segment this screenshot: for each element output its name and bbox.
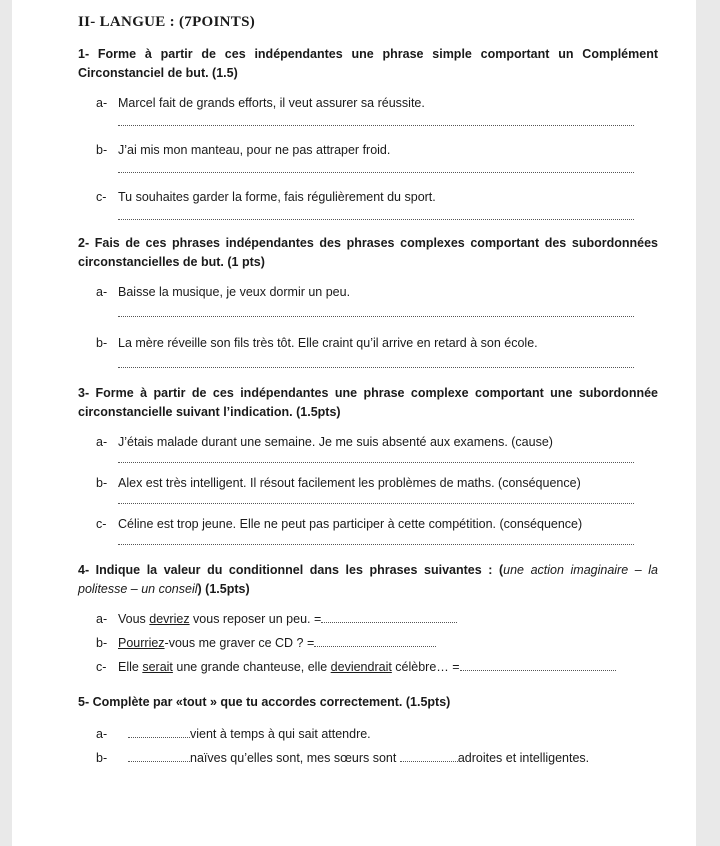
item-text: Céline est trop jeune. Elle ne peut pas participer à cette compétition. (conséquence) (118, 517, 583, 531)
exercise-content (78, 14, 658, 766)
conditional-verb: serait (142, 660, 173, 674)
item-label: a- (96, 96, 108, 110)
answer-line[interactable] (118, 462, 634, 463)
question-5: 5- Complète par «tout » que tu accordes correctement. (1.5pts) (78, 695, 451, 709)
answer-blank[interactable] (128, 727, 190, 738)
item-text-mid: une grande chanteuse, elle (172, 660, 331, 674)
q2-item-a (96, 284, 658, 300)
item-text-pre: Elle (118, 660, 143, 674)
item-text-2: adroites et intelligentes. (457, 751, 590, 765)
item-label: a- (96, 727, 108, 741)
section-title: II- LANGUE : (7POINTS) (78, 14, 256, 30)
answer-blank[interactable] (400, 751, 458, 762)
answer-line[interactable] (118, 219, 634, 220)
item-text-post: célèbre… = (391, 660, 460, 674)
q5-item-b (96, 750, 658, 766)
item-text: Marcel fait de grands efforts, il veut assurer sa réussite. (118, 96, 425, 110)
item-label: a- (96, 285, 108, 299)
answer-line[interactable] (118, 316, 634, 317)
item-text-post: -vous me graver ce CD ? = (164, 636, 315, 650)
item-label: b- (96, 636, 108, 650)
answer-blank[interactable] (460, 660, 616, 671)
q3-item-c (96, 516, 658, 532)
conditional-verb: deviendrait (330, 660, 392, 674)
worksheet-page (12, 0, 696, 846)
q1-item-c (96, 189, 658, 205)
item-text: La mère réveille son fils très tôt. Elle craint qu’il arrive en retard à son école. (118, 336, 538, 350)
item-text: vient à temps à qui sait attendre. (190, 727, 371, 741)
item-label: c- (96, 190, 107, 204)
q1-item-a (96, 95, 658, 111)
answer-blank[interactable] (314, 636, 436, 647)
q1-item-b (96, 142, 658, 158)
answer-line[interactable] (118, 503, 634, 504)
q3-item-b (96, 475, 658, 491)
item-label: b- (96, 751, 108, 765)
item-text-post: vous reposer un peu. = (189, 612, 322, 626)
item-text: J’étais malade durant une semaine. Je me suis absenté aux examens. (cause) (118, 435, 553, 449)
conditional-verb: devriez (149, 612, 190, 626)
question-3: 3- Forme à partir de ces indépendantes une phrase complexe comportant une subordonnée circonstancielle suivant l’indication. (1.5pts) (78, 386, 658, 419)
q4-item-c (96, 659, 658, 675)
answer-line[interactable] (118, 544, 634, 545)
item-text: Alex est très intelligent. Il résout facilement les problèmes de maths. (conséquence) (118, 476, 581, 490)
item-label: a- (96, 612, 108, 626)
item-label: c- (96, 660, 107, 674)
item-label: b- (96, 143, 108, 157)
question-2: 2- Fais de ces phrases indépendantes des phrases complexes comportant des subordonnées circonstancielles de but. (1 pts) (78, 236, 658, 269)
item-text-1: naïves qu’elles sont, mes sœurs sont (190, 751, 400, 765)
item-label: a- (96, 435, 108, 449)
answer-line[interactable] (118, 125, 634, 126)
answer-line[interactable] (118, 367, 634, 368)
answer-blank[interactable] (128, 751, 190, 762)
question-4-choices: une action imaginaire – la politesse – un conseil (78, 563, 658, 596)
item-label: b- (96, 336, 108, 350)
q5-item-a (96, 726, 658, 742)
q3-item-a (96, 434, 658, 450)
item-text: J’ai mis mon manteau, pour ne pas attraper froid. (118, 143, 391, 157)
item-label: b- (96, 476, 108, 490)
question-1: 1- Forme à partir de ces indépendantes une phrase simple comportant un Complément Circonstanciel de but. (1.5) (78, 47, 658, 80)
answer-blank[interactable] (321, 612, 457, 623)
q2-item-b (96, 335, 658, 351)
answer-line[interactable] (118, 172, 634, 173)
q4-item-b (96, 635, 658, 651)
item-text-pre: Vous (118, 612, 150, 626)
question-4-end: ) (1.5pts) (197, 582, 250, 596)
q4-item-a (96, 611, 658, 627)
item-label: c- (96, 517, 107, 531)
item-text: Baisse la musique, je veux dormir un peu. (118, 285, 351, 299)
item-text: Tu souhaites garder la forme, fais régulièrement du sport. (118, 190, 436, 204)
conditional-verb: Pourriez (118, 636, 165, 650)
question-4-start: 4- Indique la valeur du conditionnel dans les phrases suivantes : ( (78, 563, 504, 577)
question-4 (78, 561, 658, 599)
